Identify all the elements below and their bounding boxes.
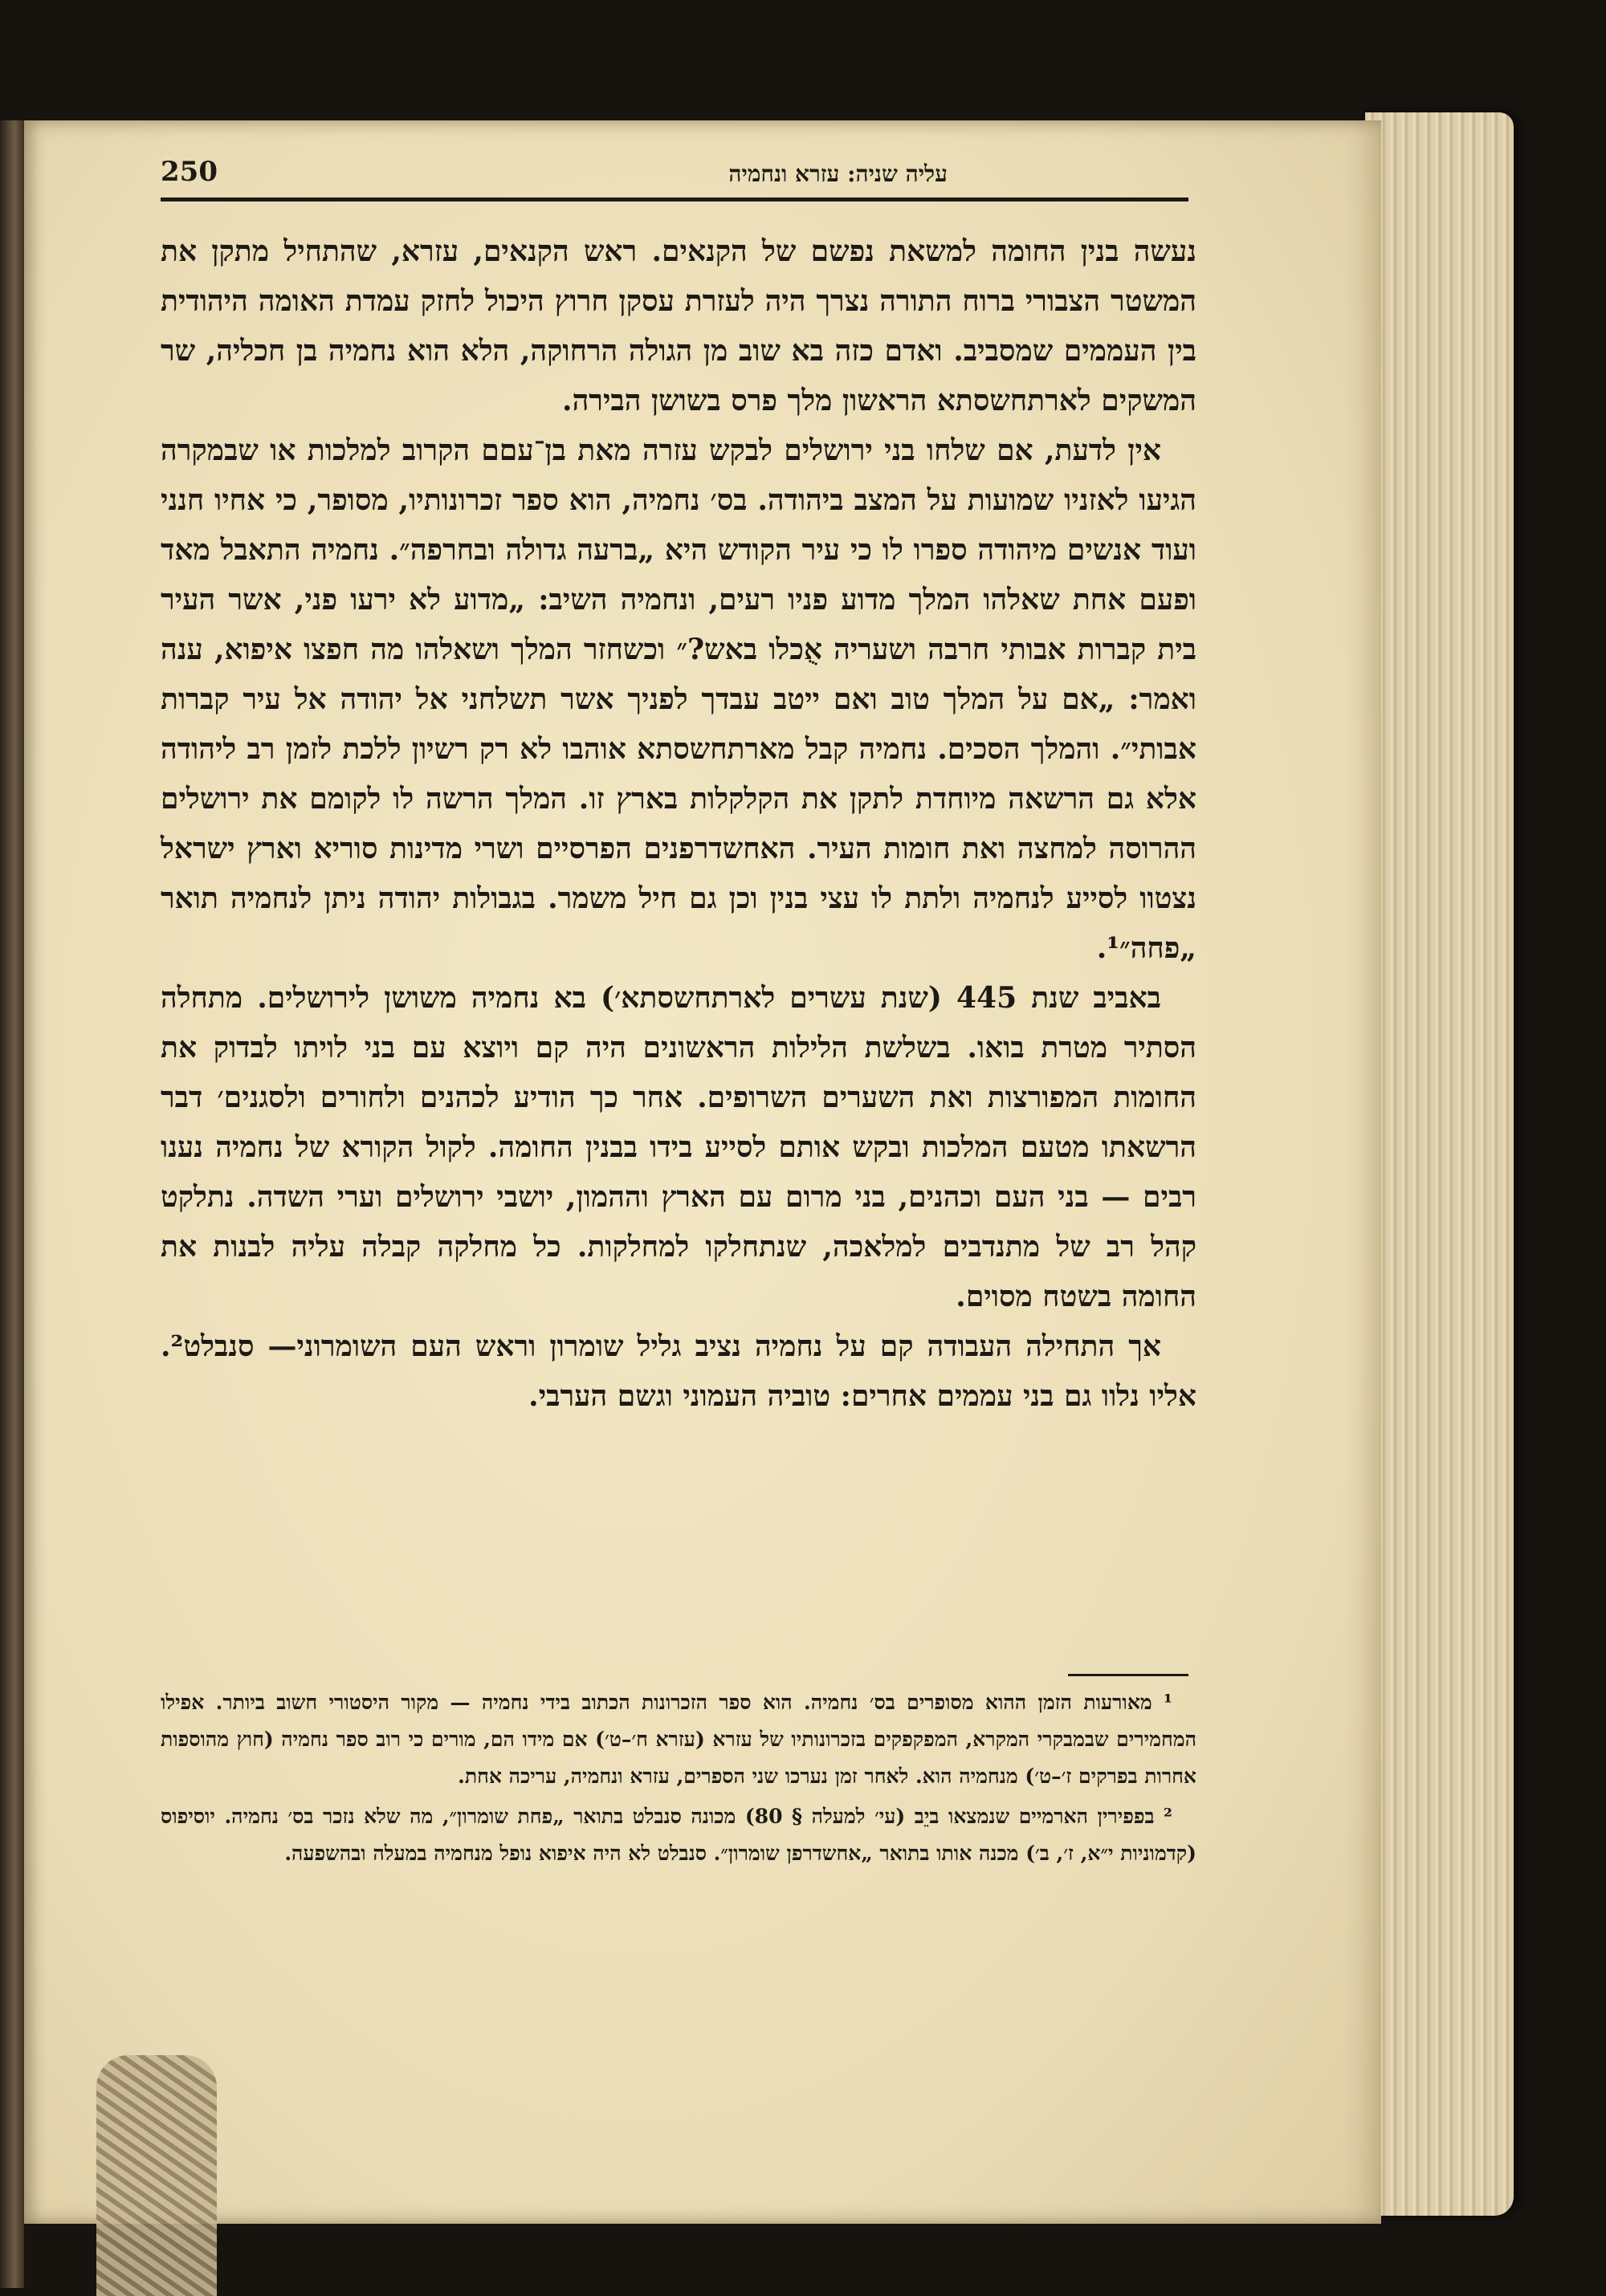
paragraph: באביב שנת 445 (שנת עשרים לארתחשסתא׳) בא נחמיה משושן לירושלים. מתחלה הסתיר מטרת בואו. בשלשת הלילות הראשונים היה קם ויוצא עם בני לויתו לבדוק את החומות המפורצות ואת השערים השרופים. אחר כך הודיע לכהנים ולחורים ולסגנים׳ דבר הרשאתו מטעם המלכות ובקש אותם לסייע בידו בבנין החומה. לקול הקורא של נחמיה נענו רבים — בני העם וכהנים, בני מרום עם הארץ וההמון, יושבי ירושלים וערי השדה. נתלקט קהל רב של מתנדבים למלאכה, שנתחלקו למחלקות. כל מחלקה קבלה עליה לבנות את החומה בשטח מסוים. (161, 981, 1196, 1313)
paragraph: אין לדעת, אם שלחו בני ירושלים לבקש עזרה מאת בן־עםם הקרוב למלכות או שבמקרה הגיעו לאזניו שמועות על המצב ביהודה. בס׳ נחמיה, הוא ספר זכרונותיו, מסופר, כי אחיו חנני ועוד אנשים מיהודה ספרו לו כי עיר הקודש היא „ברעה גדולה ובחרפה״. נחמיה התאבל מאד ופעם אחת שאלהו המלך מדוע פניו רעים, ונחמיה השיב: „מדוע לא ירעו פני, אשר העיר בית קברות אבותי חרבה ושעריה אֻכלו באש?״ וכשחזר המלך ושאלהו מה חפצו איפוא, ענה ואמר: „אם על המלך טוב ואם ייטב עבדך לפניך אשר תשלחני אל יהודה אל עיר קברות אבותי״. והמלך הסכים. נחמיה קבל מארתחשסתא אוהבו לא רק רשיון ללכת לזמן רב ליהודה אלא גם הרשאה מיוחדת לתקן את הקלקלות בארץ זו. המלך הרשה לו לקומם את ירושלים ההרוסה למחצה ואת חומות העיר. האחשדרפנים הפרסיים ושרי מדינות סוריא וארץ ישראל נצטוו לסייע לנחמיה ולתת לו עצי בנין וכן גם חיל משמר. בגבולות יהודה ניתן לנחמיה תואר „פחה״¹. (161, 434, 1196, 965)
ribbon-bookmark (96, 2055, 217, 2296)
page-number: 250 (161, 156, 218, 188)
footnote-rule (1068, 1674, 1188, 1676)
header-rule (161, 197, 1188, 202)
footnotes (161, 1684, 1196, 1875)
left-page-edge (0, 120, 24, 2288)
paragraph: אך התחילה העבודה קם על נחמיה נציב גליל שומרון וראש העם השומרוני— סנבלט². אליו נלוו גם בני עממים אחרים: טוביה העמוני וגשם הערבי. (161, 1329, 1196, 1413)
main-text (161, 226, 1196, 1421)
running-head-title: עליה שניה: עזרא ונחמיה (728, 161, 948, 187)
running-head (161, 145, 1188, 201)
footnote: ² בפפירין הארמיים שנמצאו ביֵב (עי׳ למעלה § 80) מכונה סנבלט בתואר „פחת שומרון״, מה שלא נזכר בס׳ נחמיה. יוסיפוס (קדמוניות י״א, ז׳, ב׳) מכנה אותו בתואר „אחשדרפן שומרון״. סנבלט לא היה איפוא נופל מנחמיה במעלה ובהשפעה. (161, 1805, 1196, 1865)
footnote: ¹ מאורעות הזמן ההוא מסופרים בס׳ נחמיה. הוא ספר הזכרונות הכתוב בידי נחמיה — מקור היסטורי חשוב ביותר. אפילו המחמירים שבמבקרי המקרא, המפקפקים בזכרונותיו של עזרא (עזרא ח׳–ט׳) אם מידו הם, מורים כי רוב ספר נחמיה (חוץ מהוספות אחרות בפרקים ז׳–ט׳) מנחמיה הוא. לאחר זמן נערכו שני הספרים, עזרא ונחמיה, עריכה אחת. (161, 1691, 1196, 1788)
page-block-edges (1365, 112, 1514, 2216)
paragraph: נעשה בנין החומה למשאת נפשם של הקנאים. ראש הקנאים, עזרא, שהתחיל מתקן את המשטר הצבורי ברוח התורה נצרך היה לעזרת עסקן חרוץ היכול לחזק עמדת האומה היהודית בין העממים שמסביב. ואדם כזה בא שוב מן הגולה הרחוקה, הלא הוא נחמיה בן חכליה, שר המשקים לארתחשסתא הראשון מלך פרס בשושן הבירה. (161, 234, 1196, 417)
